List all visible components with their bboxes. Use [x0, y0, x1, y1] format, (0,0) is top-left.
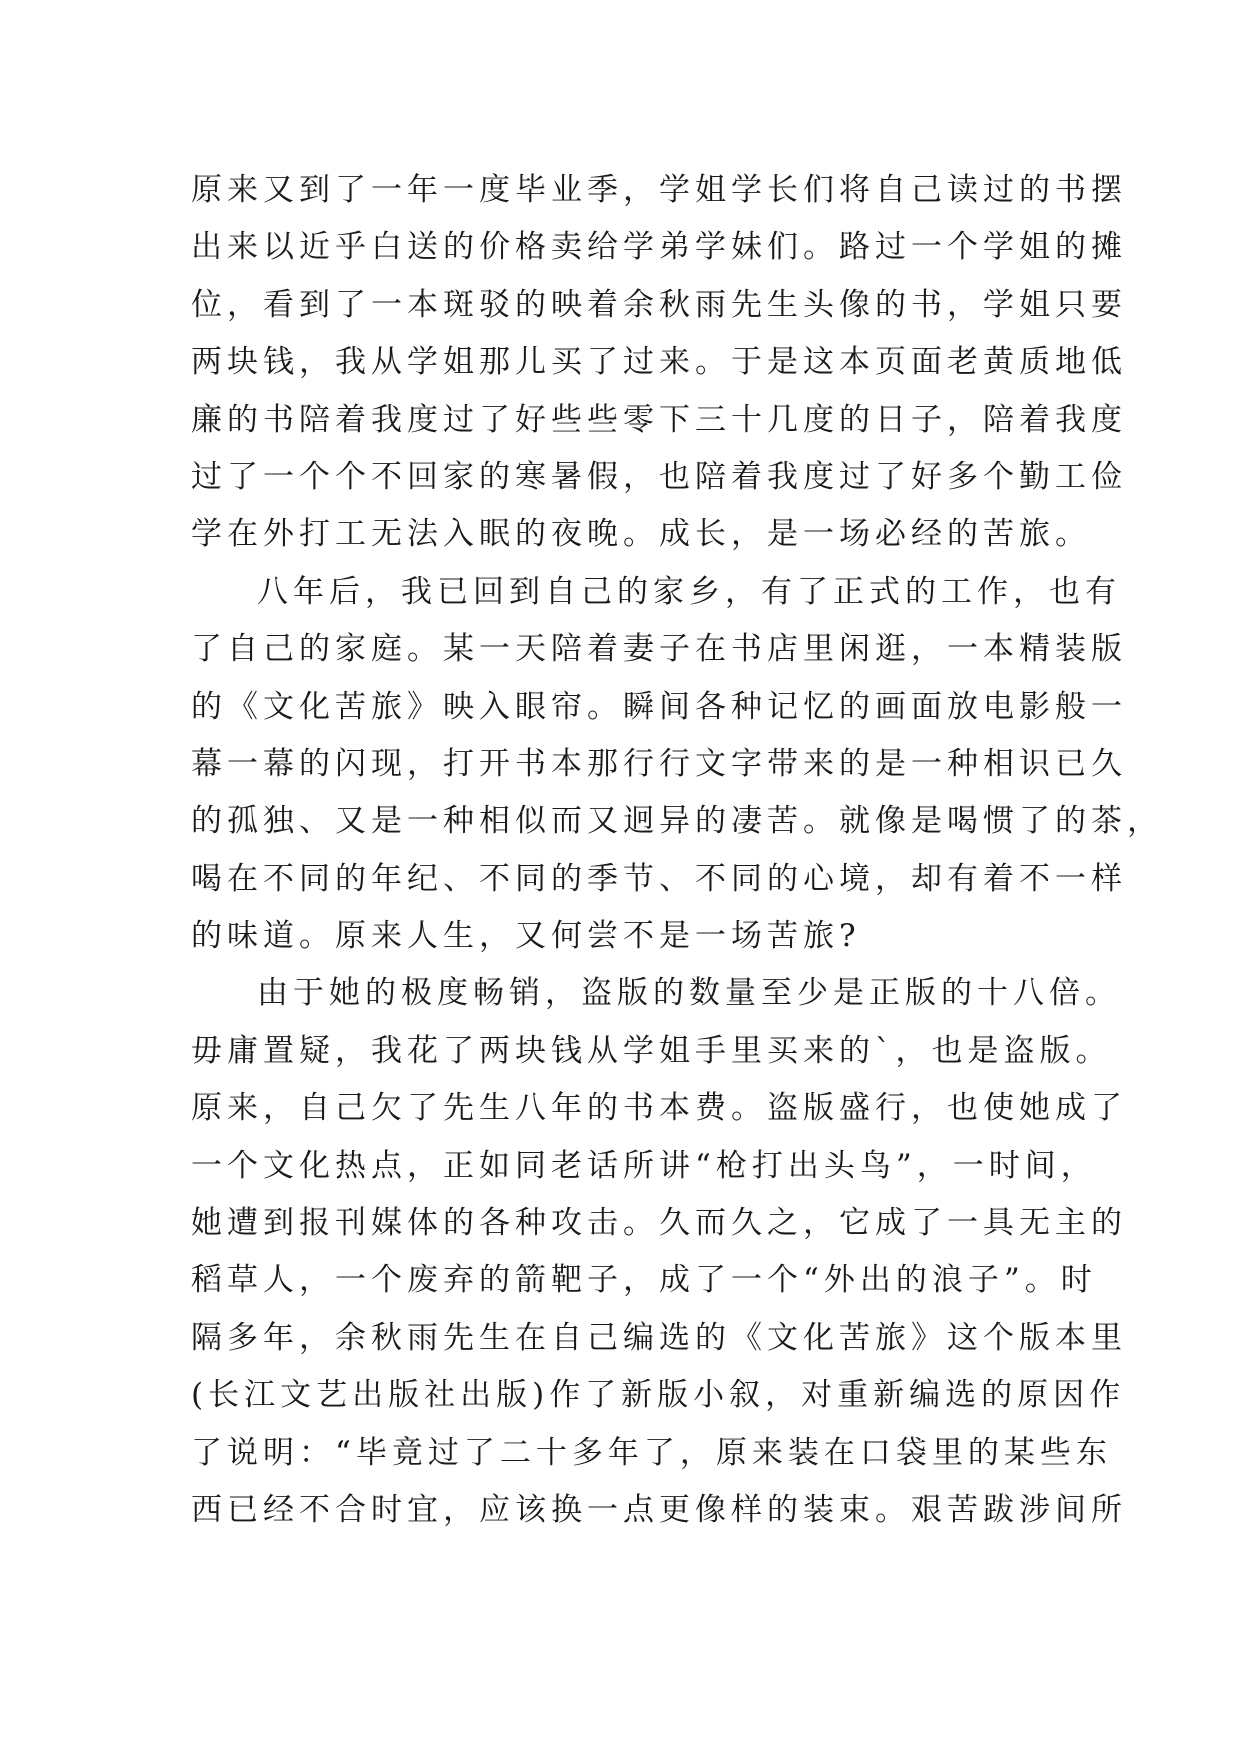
- text-line: 喝在不同的年纪、不同的季节、不同的心境，却有着不一样: [191, 860, 1127, 897]
- body-text: [191, 162, 1163, 1539]
- text-line: (长江文艺出版社出版)作了新版小叙，对重新编选的原因作: [191, 1377, 1126, 1414]
- text-line: 过了一个个不回家的寒暑假，也陪着我度过了好多个勤工俭: [191, 458, 1127, 495]
- text-line: 的孤独、又是一种相似而又迥异的凄苦。就像是喝惯了的茶，: [191, 803, 1163, 840]
- paragraph-start-line: 八年后，我已回到自己的家乡，有了正式的工作，也有: [257, 573, 1121, 610]
- paragraph-start-line: 由于她的极度畅销，盗版的数量至少是正版的十八倍。: [257, 975, 1121, 1012]
- text-line: 两块钱，我从学姐那儿买了过来。于是这本页面老黄质地低: [191, 344, 1127, 381]
- text-line: 出来以近乎白送的价格卖给学弟学妹们。路过一个学姐的摊: [191, 229, 1127, 266]
- text-line: 幕一幕的闪现，打开书本那行行文字带来的是一种相识已久: [191, 745, 1127, 782]
- text-line: 的《文化苦旅》映入眼帘。瞬间各种记忆的画面放电影般一: [191, 688, 1127, 725]
- text-line: 学在外打工无法入眠的夜晚。成长，是一场必经的苦旅。: [191, 516, 1091, 553]
- text-line: 毋庸置疑，我花了两块钱从学姐手里买来的`，也是盗版。: [191, 1032, 1112, 1069]
- text-line: 她遭到报刊媒体的各种攻击。久而久之，它成了一具无主的: [191, 1205, 1127, 1242]
- text-line: 的味道。原来人生，又何尝不是一场苦旅?: [191, 918, 861, 955]
- text-line: 原来，自己欠了先生八年的书本费。盗版盛行，也使她成了: [191, 1090, 1127, 1127]
- text-line: 位，看到了一本斑驳的映着余秋雨先生头像的书，学姐只要: [191, 286, 1127, 323]
- text-line: 了自己的家庭。某一天陪着妻子在书店里闲逛，一本精装版: [191, 631, 1127, 668]
- text-line: 隔多年，余秋雨先生在自己编选的《文化苦旅》这个版本里: [191, 1319, 1127, 1356]
- text-line: 西已经不合时宜，应该换一点更像样的装束。艰苦跋涉间所: [191, 1491, 1127, 1528]
- text-line: 原来又到了一年一度毕业季，学姐学长们将自己读过的书摆: [191, 172, 1127, 208]
- text-line: 了说明：“毕竟过了二十多年了，原来装在口袋里的某些东: [191, 1434, 1112, 1471]
- text-line: 廉的书陪着我度过了好些些零下三十几度的日子，陪着我度: [191, 401, 1127, 438]
- text-line: 稻草人，一个废弃的箭靶子，成了一个“外出的浪子”。时: [191, 1262, 1097, 1299]
- text-line: 一个文化热点，正如同老话所讲“枪打出头鸟”，一时间，: [191, 1147, 1097, 1184]
